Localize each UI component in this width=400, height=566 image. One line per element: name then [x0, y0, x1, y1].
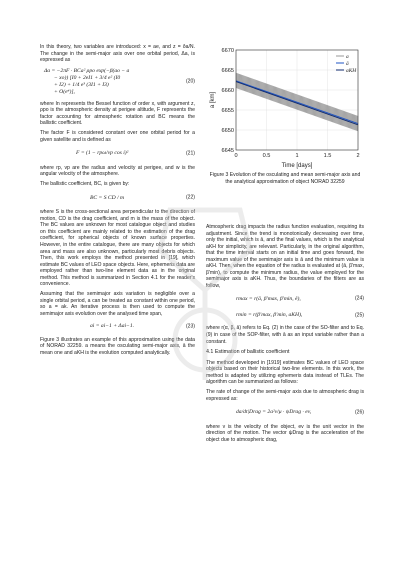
y-axis-label: a [km] — [210, 91, 216, 109]
legend-label: a — [346, 54, 349, 60]
equation-26 — [206, 405, 364, 420]
equation-body: da/dt|Drag = 2a²v/μ · ψDrag · ev, — [236, 409, 312, 416]
chart-legend — [336, 54, 357, 74]
equation-23 — [40, 320, 195, 333]
equation-number: (26) — [354, 409, 364, 416]
y-tick-label: 6650 — [221, 128, 234, 134]
x-axis-label: Time [days] — [281, 163, 313, 169]
equation-22 — [40, 191, 195, 206]
equation-body: rmax = r(ā, β′max, β′min, ê), — [236, 295, 301, 302]
equation-24 — [206, 293, 364, 306]
equation-number: (20) — [185, 78, 195, 85]
y-tick-label: 6660 — [221, 88, 234, 94]
y-tick-label: 6655 — [221, 108, 234, 114]
equation-body: F = (1 − rpω/vp cos i)² — [76, 150, 129, 157]
paragraph: where rp, vp are the radius and velocity at perigee, and w is the angular velocity of the atmosphere. — [40, 164, 195, 178]
x-tick-label: 1 — [295, 153, 299, 159]
equation-line: + I2) + 1/4 e³ (3I1 + I3) — [54, 82, 109, 89]
y-tick-label: 6645 — [221, 148, 234, 154]
semi-major-axis-chart — [206, 44, 364, 170]
legend-label: aKH — [346, 68, 357, 74]
equation-line: + O(e⁴)], — [54, 89, 75, 96]
figure-caption: Figure 3 Evolution of the osculating and mean semi-major axis and the analytical approximation of object NORAD 32259 — [209, 172, 361, 185]
x-tick-label: 0 — [234, 153, 238, 159]
equation-number: (22) — [185, 194, 195, 201]
legend-label: ā — [346, 61, 349, 67]
x-tick-label: 2 — [356, 153, 360, 159]
equation-number: (25) — [354, 312, 364, 319]
right-column — [206, 224, 364, 447]
paragraph: Figure 3 illustrates an example of this approximation using the data of NORAD 32259. a means the osculating semi-major axis, ā the mean one and aKH is the evolution computed analytically. — [40, 336, 195, 356]
paragraph: where S is the cross-sectional area perpendicular to the direction of motion, CD is the drag coefficient, and m is the mass of the object. The BC values are unknown for most catalogue object and studies on this coefficient are mainly related to the estimation of the drag coefficient, for spherical objects of known surface properties. However, in the entire catalogue, there are many objects for which area and mass are also unknown, particularly most debris objects. Then, this work employs the method presented in [19], which estimate BC values of LEO space objects. Here, ephemeris data are employed rather than two-line element data as in the original method. This method is summarized in Section 4.1 for the reader's convenience. — [40, 209, 195, 288]
equation-25 — [206, 309, 364, 322]
y-tick-label: 6670 — [221, 48, 234, 54]
paragraph: The ballistic coefficient, BC, is given by: — [40, 181, 130, 188]
paragraph: In this theory, two variables are introduced: x = ae, and z = ða/N. The change in the semi-major axis over one orbital period, Δa, is expressed as — [40, 44, 195, 64]
paragraph: The rate of change of the semi-major axis due to atmospheric drag is expressed as: — [206, 389, 364, 402]
left-column — [40, 44, 195, 360]
equation-21 — [40, 146, 195, 161]
paragraph: Atmospheric drag impacts the radius function evaluation, requiring its adjustment. Since the trend is monotonically decreasing over time, only the initial, which is ā, and the final values, which is the analytical aKH for simplicity, are relevant. Particularly, in the original algorithm, that the time interval starts on an initial time and goes forward, the maximum value of the semimajor axis is ā and the minimum value is aKH. Then, when the equation of the radius is evaluated at (ā, β′max, β′min), to compute the minimum radius, the value employed for the semimajor axis is aKH. Thus, the boundaries of the filters are as follow, — [206, 224, 364, 289]
equation-body: BC = S CD / m — [90, 194, 125, 201]
paragraph: where In represents the Bessel function of order x, with argument z, ρpo is the atmospheric density at perigee altitude, F represents the factor accounting for atmospheric rotation and BC means the ballistic coefficient. — [40, 100, 195, 127]
equation-body: ai = ai−1 + Δai−1. — [90, 323, 135, 330]
x-tick-label: 1.5 — [323, 153, 332, 159]
y-tick-label: 6665 — [221, 68, 234, 74]
equation-line: Δa = −2πF · BCa² ρpo exp(−β(ao − a — [44, 67, 130, 74]
x-tick-label: 0.5 — [262, 153, 271, 159]
equation-20 — [40, 67, 195, 98]
paragraph: where r(α, β, ā) refers to Eq. (2) in the case of the SO-filter and to Eq. (9) in case of the SOP-filter, with ā as an input variable rather than a constant. — [206, 325, 364, 345]
paragraph: The factor F is considered constant over one orbital period for a given satellite and is defined as — [40, 130, 195, 143]
equation-number: (24) — [354, 295, 364, 302]
paragraph: where v is the velocity of the object, ev is the unit vector in the direction of the motion. The vector ψDrag is the acceleration of the object due to atmospheric drag, — [206, 423, 364, 443]
section-heading: 4.1 Estimation of ballistic coefficient — [206, 349, 290, 356]
equation-body: rmin = r(β′max, β′min, aKH), — [236, 312, 303, 319]
equation-number: (21) — [185, 150, 195, 157]
paragraph: The method developed in [1919] estimates BC values of LEO space objects based on their historical two-line elements. In this work, the method is adapted by utilizing ephemeris data instead of TLEs. The algorithm can be summarized as follows: — [206, 359, 364, 386]
equation-line: − xo)) [I0 + 2eI1 + 3/4 e² (I0 — [54, 75, 121, 82]
paragraph: Assuming that the semimajor axis variation is negligible over a single orbital period, a can be treated as constant within one period, so a = ak. An iterative process is then used to compute the semimajor axis evolution over the analysed time span, — [40, 291, 195, 317]
equation-number: (23) — [185, 323, 195, 330]
